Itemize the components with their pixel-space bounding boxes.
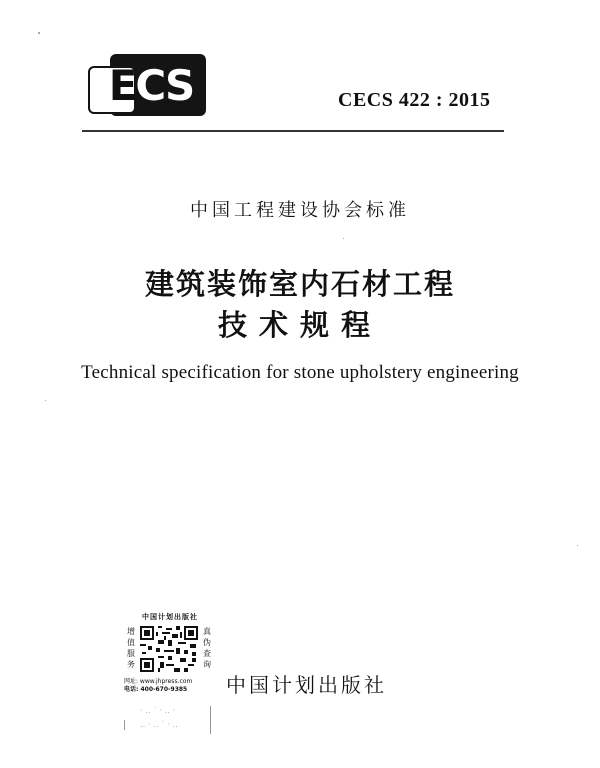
qr-right-label [202, 626, 212, 670]
standard-number: CECS 422 : 2015 [338, 89, 491, 111]
title-cn-line2: 技术规程 [217, 308, 382, 342]
issuing-organization: 中国工程建设协会标准 [190, 200, 410, 221]
faded-stamp [124, 706, 216, 736]
title-english: Technical specification for stone upholstery engineering [81, 362, 519, 383]
qr-right-char: 真 [203, 627, 211, 636]
qr-code-icon [140, 626, 198, 672]
qr-left-char: 增 [127, 627, 135, 636]
stamp-mark [124, 720, 125, 730]
qr-left-char: 值 [127, 638, 135, 647]
qr-right-char: 伪 [203, 638, 211, 647]
qr-website: 网址: www.jhpress.com [124, 678, 193, 685]
qr-left-label [126, 626, 136, 670]
stamp-faded-line: · ‥ ˙ · ‥ · [140, 706, 176, 715]
qr-right-char: 询 [203, 660, 211, 669]
ecs-logo [88, 52, 206, 118]
header-rule [82, 130, 504, 132]
qr-header: 中国计划出版社 [142, 613, 198, 621]
qr-left-char: 务 [127, 660, 135, 669]
scan-speck [38, 32, 40, 34]
stamp-mark [210, 706, 211, 734]
scan-speck [45, 400, 46, 401]
logo-letters [96, 60, 206, 112]
scan-speck [343, 238, 344, 239]
qr-phone: 电话: 400-670-9385 [124, 686, 188, 693]
logo-letter-s: S [165, 61, 194, 110]
qr-right-char: 查 [203, 649, 211, 658]
logo-letter-e: E [108, 61, 136, 110]
publisher-name: 中国计划出版社 [226, 673, 387, 697]
logo-letter-c: C [135, 61, 166, 110]
qr-service-block [124, 612, 216, 692]
stamp-faded-line: ‥ · ‥ ˙ · ‥ [140, 720, 178, 729]
title-cn-line1: 建筑装饰室内石材工程 [144, 267, 455, 301]
qr-left-char: 服 [127, 649, 135, 658]
scan-speck [577, 545, 578, 546]
